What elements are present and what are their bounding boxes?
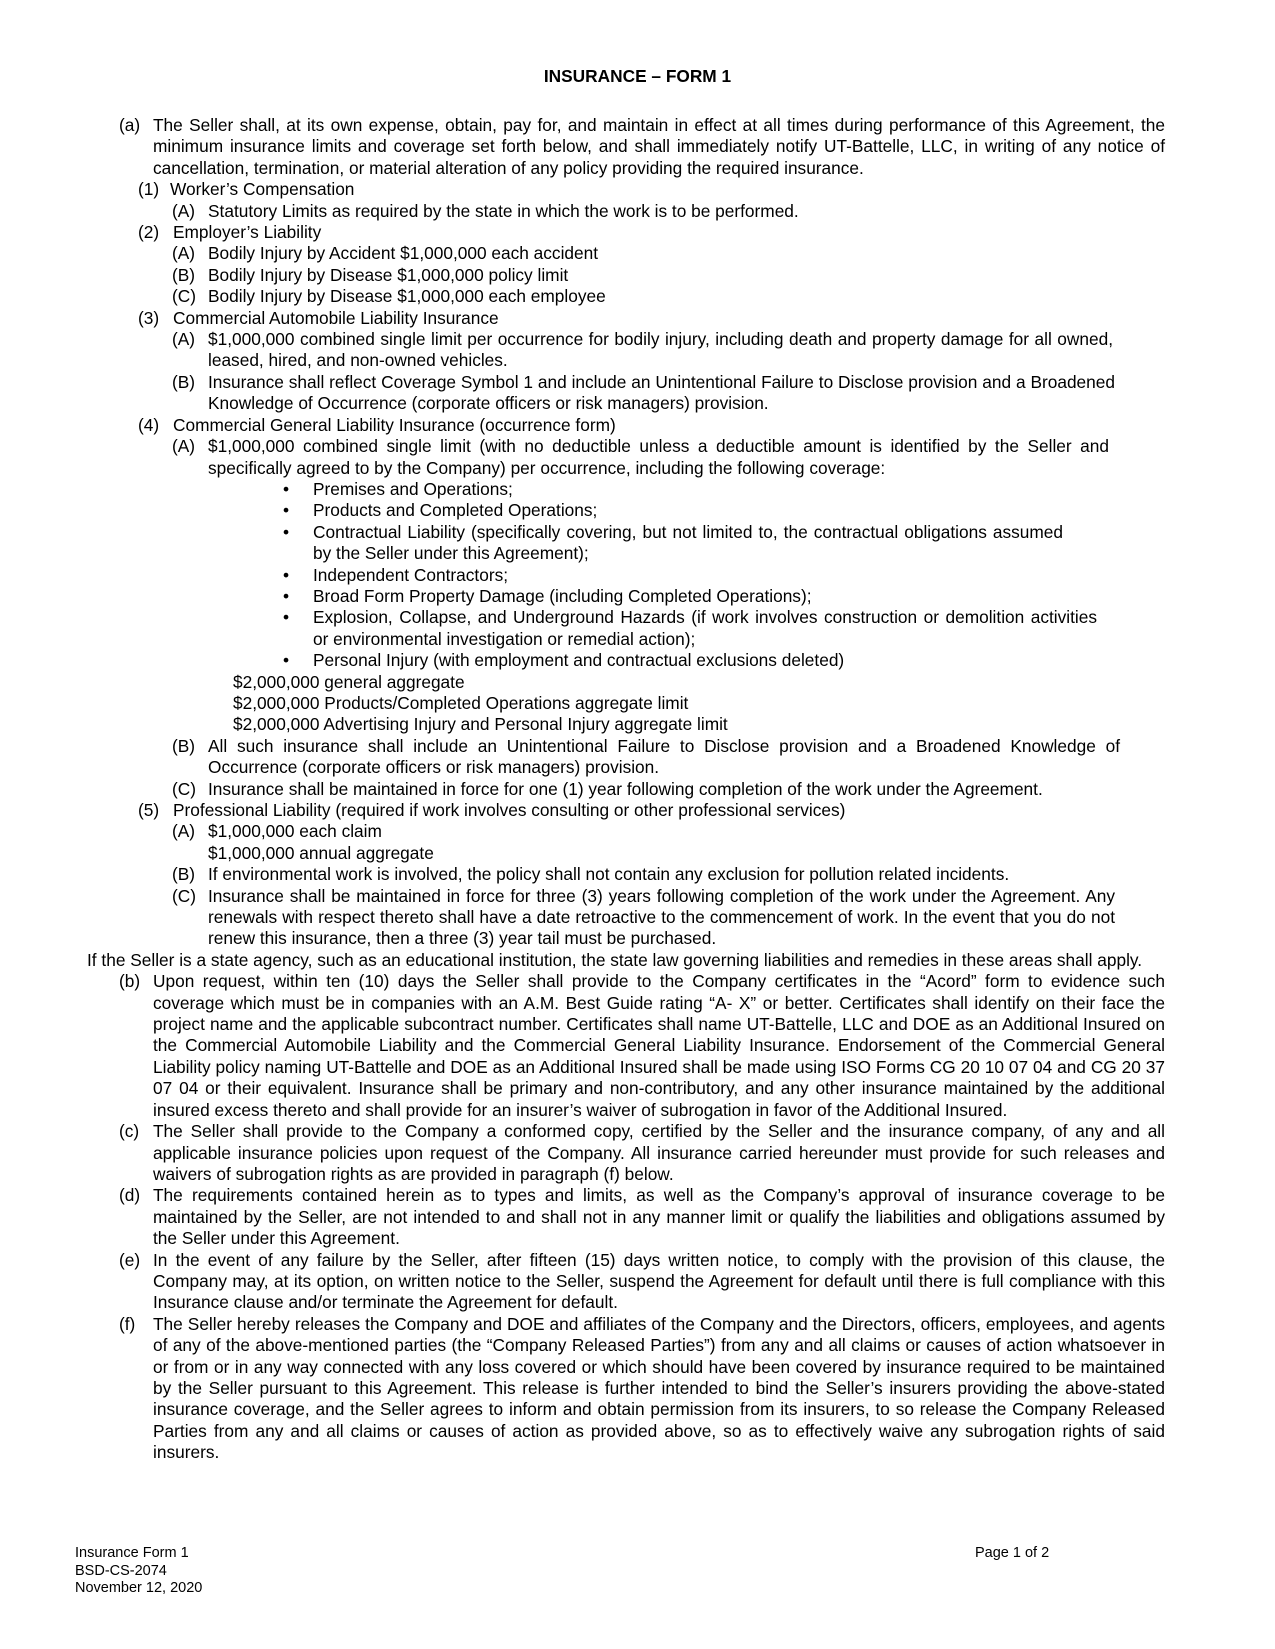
clause-f (119, 1313, 1165, 1464)
item-5-c (172, 885, 1115, 950)
clause-f-text: The Seller hereby releases the Company and DOE and affiliates of the Company and the Directors, officers, employees, and agents of any of the above-mentioned parties (the “Company Released Parties”) from any and all claims or causes of action whatsoever in or from or in any way connected with any loss covered or which should have been covered by insurance required to be maintained by the Seller pursuant to this Agreement. This release is further intended to bind the Seller’s insurers providing the above-stated insurance coverage, and the Seller agrees to inform and obtain permission from its insurers, to so release the Company Released Parties from any and all claims or causes of action as provided above, so as to effectively waive any subrogation rights of said insurers. (153, 1313, 1165, 1463)
clause-d (119, 1185, 1165, 1249)
item-2 (138, 222, 1165, 243)
coverage-bullet-item (283, 521, 1063, 565)
bullet-icon: • (283, 607, 290, 628)
item-2-label: (2) (138, 222, 160, 243)
coverage-bullet-text: Personal Injury (with employment and contractual exclusions deleted) (313, 650, 845, 671)
item-5-b (172, 864, 1165, 885)
state-agency-note: If the Seller is a state agency, such as an educational institution, the state law governing liabilities and remedies in these areas shall apply. (87, 949, 1143, 970)
coverage-bullet-item (283, 478, 1063, 500)
item-3-b-label: (B) (172, 371, 196, 392)
item-2-b-text: Bodily Injury by Disease $1,000,000 policy limit (208, 264, 569, 285)
item-2-c-label: (C) (172, 286, 196, 307)
clause-c-label: (c) (119, 1121, 140, 1142)
bullet-icon: • (283, 500, 290, 521)
clause-d-label: (d) (119, 1185, 141, 1206)
coverage-bullet-item (283, 585, 1063, 607)
item-3 (138, 307, 1165, 329)
coverage-bullet-text: Products and Completed Operations; (313, 500, 598, 521)
item-4-heading: Commercial General Liability Insurance (occurrence form) (173, 414, 616, 435)
footer-left (75, 1545, 202, 1598)
item-4-a (172, 436, 1109, 479)
page-title: INSURANCE – FORM 1 (543, 66, 732, 86)
item-5-a-aggregate: $1,000,000 annual aggregate (208, 842, 434, 863)
coverage-bullet-item (283, 650, 1063, 671)
item-4-c-text: Insurance shall be maintained in force for one (1) year following completion of the work under the Agreement. (208, 778, 1043, 799)
clause-a-label: (a) (119, 115, 141, 135)
item-4-c (172, 778, 1165, 800)
item-2-heading: Employer’s Liability (173, 222, 322, 243)
item-2-a-label: (A) (172, 243, 196, 264)
coverage-bullet-item (283, 607, 1097, 650)
item-1 (138, 179, 1165, 200)
item-3-heading: Commercial Automobile Liability Insurance (173, 307, 499, 328)
item-3-a-text: $1,000,000 combined single limit per occurrence for bodily injury, including death and property damage for all owned, leased, hired, and non-owned vehicles. (208, 329, 1113, 371)
item-2-c-text: Bodily Injury by Disease $1,000,000 each employee (208, 286, 606, 307)
document-body (0, 115, 1275, 1464)
clause-f-label: (f) (119, 1313, 136, 1334)
clause-d-text: The requirements contained herein as to types and limits, as well as the Company’s approval of insurance coverage to be maintained by the Seller, are not intended to and shall not in any manner limit or qualify the liabilities and obligations assumed by the Seller under this Agreement. (153, 1185, 1165, 1249)
bullet-icon: • (283, 521, 290, 542)
aggregate-limit: $2,000,000 Products/Completed Operations aggregate limit (233, 692, 689, 713)
item-3-b (172, 371, 1115, 415)
coverage-bullet-text: Premises and Operations; (313, 478, 513, 499)
clause-b-text: Upon request, within ten (10) days the Seller shall provide to the Company certificates in the “Acord” form to evidence such coverage which must be in companies with an A.M. Best Guide rating “A- X” or better. Certificates shall identify on their face the project name and the applicable subcontract number. Certificates shall name UT-Battelle, LLC and DOE as an Additional Insured on the Commercial Automobile Liability and the Commercial General Liability Insurance. Endorsement of the Commercial General Liability policy naming UT-Battelle and DOE as an Additional Insured shall be made using ISO Forms CG 20 10 07 04 and CG 20 37 07 04 or their equivalent. Insurance shall be primary and non-contributory, and any other insurance maintained by the additional insured excess thereto and shall provide for an insurer’s waiver of subrogation in favor of the Additional Insured. (153, 971, 1165, 1120)
item-5-c-text: Insurance shall be maintained in force for three (3) years following completion of the work under the Agreement. Any renewals with respect thereto shall have a date retroactive to the commencement of work. In the event that you do not renew this insurance, then a three (3) year tail must be purchased. (208, 885, 1115, 949)
item-3-a (172, 329, 1113, 372)
clause-e (119, 1249, 1165, 1314)
item-5-b-label: (B) (172, 864, 196, 885)
item-4-b-label: (B) (172, 735, 196, 756)
item-4-c-label: (C) (172, 778, 196, 799)
clause-c-text: The Seller shall provide to the Company a conformed copy, certified by the Seller and the insurance company, of any and all applicable insurance policies upon request of the Company. All insurance carried hereunder must provide for such releases and waivers of subrogation rights as are provided in paragraph (f) below. (153, 1121, 1165, 1184)
footer-form-code: BSD-CS-2074 (75, 1562, 167, 1579)
clause-a (119, 115, 1165, 179)
coverage-bullet-text: Independent Contractors; (313, 564, 509, 585)
item-5-a-label: (A) (172, 821, 196, 842)
item-1-a-text: Statutory Limits as required by the state in which the work is to be performed. (208, 200, 799, 221)
coverage-bullet-text: Contractual Liability (specifically covering, but not limited to, the contractual obligations assumed by the Seller under this Agreement); (313, 521, 1063, 564)
item-5 (138, 800, 1165, 821)
item-1-label: (1) (138, 179, 160, 200)
item-2-b (172, 264, 1165, 286)
bullet-icon: • (283, 478, 290, 499)
item-1-a-label: (A) (172, 200, 196, 221)
clause-e-label: (e) (119, 1249, 141, 1270)
item-3-label: (3) (138, 307, 160, 328)
clause-b-label: (b) (119, 971, 141, 992)
item-5-heading: Professional Liability (required if work involves consulting or other professional services) (173, 800, 846, 820)
item-2-c (172, 286, 1165, 307)
item-4-b (172, 735, 1120, 779)
bullet-icon: • (283, 585, 290, 606)
bullet-icon: • (283, 564, 290, 585)
item-3-a-label: (A) (172, 329, 196, 350)
item-2-a (172, 243, 1165, 264)
aggregate-limit: $2,000,000 Advertising Injury and Personal Injury aggregate limit (233, 714, 728, 735)
coverage-bullet-text: Broad Form Property Damage (including Completed Operations); (313, 585, 812, 606)
item-2-b-label: (B) (172, 264, 196, 285)
clause-a-text: The Seller shall, at its own expense, obtain, pay for, and maintain in effect at all times during performance of this Agreement, the minimum insurance limits and coverage set forth below, and shall immediately notify UT-Battelle, LLC, in writing of any notice of cancellation, termination, or material alteration of any policy providing the required insurance. (153, 115, 1165, 178)
coverage-bullet-item (283, 500, 1063, 521)
clause-c (119, 1121, 1165, 1185)
footer-date: November 12, 2020 (75, 1580, 203, 1596)
bullet-icon: • (283, 650, 290, 671)
item-1-a (172, 200, 1165, 222)
clause-b (119, 971, 1165, 1121)
item-4-a-text: $1,000,000 combined single limit (with no deductible unless a deductible amount is identified by the Seller and specifically agreed to by the Company) per occurrence, including the following coverage: (208, 436, 1109, 478)
item-4 (138, 414, 1165, 436)
footer-page-number: Page 1 of 2 (975, 1545, 1050, 1561)
clause-e-text: In the event of any failure by the Seller, after fifteen (15) days written notice, to comply with the provision of this clause, the Company may, at its option, on written notice to the Seller, suspend the Agreement for default until there is full compliance with this Insurance clause and/or terminate the Agreement for default. (153, 1249, 1165, 1313)
coverage-bullet-text: Explosion, Collapse, and Underground Hazards (if work involves construction or demolition activities or environmental investigation or remedial action); (313, 607, 1097, 649)
item-5-a-text: $1,000,000 each claim (208, 821, 382, 842)
item-1-heading: Worker’s Compensation (170, 179, 355, 200)
aggregate-limit: $2,000,000 general aggregate (233, 671, 465, 692)
item-5-a (172, 821, 1165, 842)
item-5-c-label: (C) (172, 885, 196, 906)
item-4-a-label: (A) (172, 436, 196, 457)
item-5-label: (5) (138, 800, 160, 820)
item-5-b-text: If environmental work is involved, the policy shall not contain any exclusion for pollution related incidents. (208, 864, 1010, 885)
item-3-b-text: Insurance shall reflect Coverage Symbol 1 and include an Unintentional Failure to Disclose provision and a Broadened Knowledge of Occurrence (corporate officers or risk managers) provision. (208, 371, 1115, 414)
item-2-a-text: Bodily Injury by Accident $1,000,000 each accident (208, 243, 599, 264)
item-4-b-text: All such insurance shall include an Unintentional Failure to Disclose provision and a Broadened Knowledge of Occurrence (corporate officers or risk managers) provision. (208, 735, 1120, 778)
item-4-label: (4) (138, 414, 160, 435)
footer-form-name: Insurance Form 1 (75, 1545, 189, 1561)
coverage-bullet-item (283, 564, 1063, 586)
